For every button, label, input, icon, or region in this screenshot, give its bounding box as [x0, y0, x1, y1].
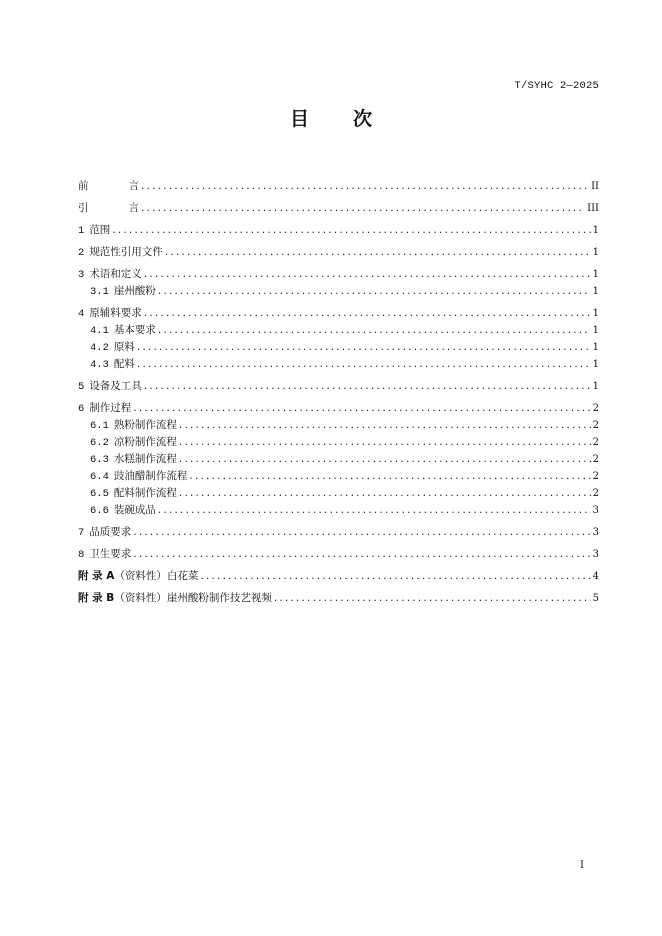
toc-page-number: 3: [592, 549, 599, 560]
toc-entry-3[interactable]: [78, 266, 599, 283]
toc-page-number: 2: [592, 420, 599, 431]
toc-page-number: 1: [592, 381, 599, 392]
toc-entry-4[interactable]: [78, 305, 599, 322]
toc-section-number: 6.2: [90, 437, 109, 449]
footer-page-number: I: [580, 860, 584, 871]
toc-entry-label: 前 言: [78, 180, 139, 192]
toc-entry-label: 凉粉制作流程: [113, 436, 177, 448]
toc-entry-7[interactable]: [78, 524, 599, 541]
dot-leader: [112, 222, 590, 239]
dot-leader: [200, 568, 590, 585]
toc-entry-5[interactable]: [78, 378, 599, 395]
toc-entry-6-6[interactable]: [78, 502, 599, 519]
dot-leader: [133, 400, 590, 417]
toc-entry-appendix-b[interactable]: [78, 590, 599, 607]
toc-page-number: 3: [592, 527, 599, 538]
toc-section-number: 4.2: [90, 342, 109, 354]
dot-leader: [133, 546, 590, 563]
dot-leader: [274, 590, 591, 607]
toc-entry-1[interactable]: [78, 222, 599, 239]
toc-entry-label: 配料: [113, 358, 135, 370]
toc-entry-label: 设备及工具: [89, 380, 142, 392]
toc-entry-label: 装碗成品: [113, 504, 156, 516]
title-char-2: 次: [353, 108, 373, 130]
toc-entry-3-1[interactable]: [78, 283, 599, 300]
toc-entry-label: 熟粉制作流程: [113, 419, 177, 431]
toc-page-number: 1: [592, 325, 599, 336]
toc-entry-6-1[interactable]: [78, 417, 599, 434]
toc-page-number: 1: [592, 269, 599, 280]
appendix-type: （资料性）: [114, 570, 167, 582]
toc-entry-4-2[interactable]: [78, 339, 599, 356]
toc-section-number: 2: [78, 247, 85, 259]
toc-section-number: 6.5: [90, 488, 109, 500]
toc-entry-appendix-a[interactable]: [78, 568, 599, 585]
appendix-type: （资料性）: [114, 592, 167, 604]
toc-page-number: 1: [592, 342, 599, 353]
toc-page-number: 4: [592, 571, 599, 582]
toc-entry-label: 引 言: [78, 202, 139, 214]
toc-entry-8[interactable]: [78, 546, 599, 563]
toc-section-number: 6.6: [90, 505, 109, 517]
dot-leader: [179, 485, 591, 502]
toc-section-number: 6.4: [90, 471, 109, 483]
toc-entry-6-3[interactable]: [78, 451, 599, 468]
toc-entry-4-1[interactable]: [78, 322, 599, 339]
dot-leader: [141, 178, 589, 195]
page-title: [0, 104, 662, 131]
toc-section-number: 7: [78, 527, 85, 539]
toc-entry-6-5[interactable]: [78, 485, 599, 502]
appendix-title: 白花菜: [166, 570, 199, 582]
toc-section-number: 1: [78, 225, 85, 237]
toc-page-number: 2: [592, 488, 599, 499]
toc-page-number: III: [587, 203, 599, 214]
dot-leader: [179, 417, 591, 434]
toc-entry-label: 崖州酸粉: [113, 285, 156, 297]
toc-entry-6-2[interactable]: [78, 434, 599, 451]
toc-section-number: 5: [78, 381, 85, 393]
toc-section-number: 8: [78, 549, 85, 561]
toc-page-number: 5: [592, 593, 599, 604]
toc-section-number: 3: [78, 269, 85, 281]
toc-page-number: 2: [592, 454, 599, 465]
toc-entry-2[interactable]: [78, 244, 599, 261]
toc-page-number: 2: [592, 471, 599, 482]
title-char-1: 目: [289, 108, 309, 130]
dot-leader: [137, 356, 591, 373]
toc-page-number: 2: [592, 403, 599, 414]
toc-section-number: 6.3: [90, 454, 109, 466]
dot-leader: [137, 339, 591, 356]
toc-page-number: 1: [592, 359, 599, 370]
appendix-label: 附 录 B: [78, 592, 115, 604]
toc-entry-6[interactable]: [78, 400, 599, 417]
toc-page-number: 1: [592, 308, 599, 319]
toc-page-number: 3: [592, 505, 599, 516]
toc-page-number: 1: [592, 286, 599, 297]
dot-leader: [158, 283, 591, 300]
dot-leader: [189, 468, 590, 485]
toc-entry-foreword[interactable]: [78, 178, 599, 195]
toc-entry-label: 术语和定义: [89, 268, 142, 280]
toc-entry-label: 豉油醋制作流程: [113, 470, 188, 482]
toc-section-number: 6.1: [90, 420, 109, 432]
toc-entry-label: 制作过程: [89, 402, 132, 414]
toc-entry-label: 基本要求: [113, 324, 156, 336]
toc-entry-label: 原辅料要求: [89, 307, 142, 319]
dot-leader: [144, 305, 591, 322]
dot-leader: [179, 434, 591, 451]
document-code: T/SYHC 2—2025: [514, 80, 599, 92]
toc-section-number: 6: [78, 403, 85, 415]
toc-entry-4-3[interactable]: [78, 356, 599, 373]
toc-entry-6-4[interactable]: [78, 468, 599, 485]
dot-leader: [144, 378, 591, 395]
toc-section-number: 4.1: [90, 325, 109, 337]
toc-entry-label: 原料: [113, 341, 135, 353]
table-of-contents: [78, 178, 599, 607]
toc-section-number: 4.3: [90, 359, 109, 371]
dot-leader: [133, 524, 590, 541]
dot-leader: [144, 266, 591, 283]
appendix-label: 附 录 A: [78, 570, 115, 582]
toc-section-number: 3.1: [90, 286, 109, 298]
toc-section-number: 4: [78, 308, 85, 320]
toc-page-number: II: [591, 181, 599, 192]
toc-page-number: 1: [592, 247, 599, 258]
toc-page-number: 1: [592, 225, 599, 236]
dot-leader: [165, 244, 591, 261]
dot-leader: [179, 451, 591, 468]
dot-leader: [158, 502, 591, 519]
toc-entry-introduction[interactable]: [78, 200, 599, 217]
dot-leader: [141, 200, 585, 217]
toc-entry-label: 卫生要求: [89, 548, 132, 560]
toc-entry-label: 水糕制作流程: [113, 453, 177, 465]
toc-entry-label: 范围: [89, 224, 111, 236]
toc-entry-label: 品质要求: [89, 526, 132, 538]
toc-entry-label: 配料制作流程: [113, 487, 177, 499]
toc-entry-label: 规范性引用文件: [89, 246, 163, 258]
toc-page-number: 2: [592, 437, 599, 448]
dot-leader: [158, 322, 591, 339]
appendix-title: 崖州酸粉制作技艺视频: [166, 592, 272, 604]
